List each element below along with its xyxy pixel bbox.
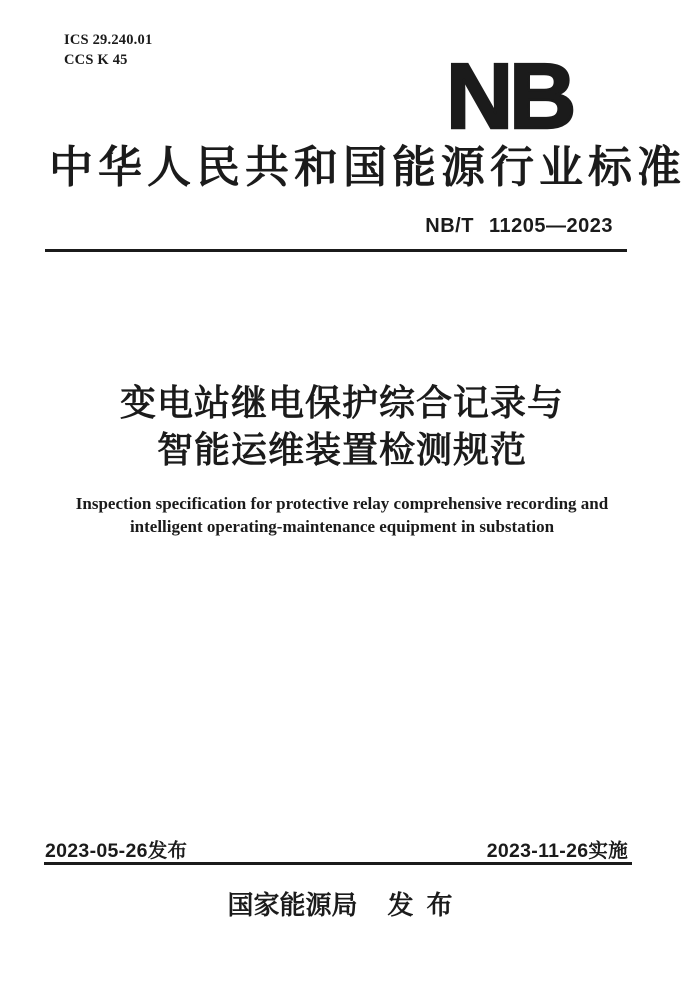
- document-title-line-2: 智能运维装置检测规范: [156, 429, 527, 470]
- ccs-code: CCS K 45: [64, 52, 128, 68]
- implement-date: 2023-11-26实施: [486, 840, 628, 862]
- classification-codes: [64, 30, 152, 70]
- issue-date: 2023-05-26发布: [45, 840, 188, 862]
- issuer-row: [45, 891, 635, 921]
- publish-label: 发布: [387, 891, 466, 920]
- standard-number: NB/T 11205—2023: [425, 215, 613, 237]
- english-title-line-1: Inspection specification for protective relay comprehensive recording and: [75, 494, 609, 513]
- english-title-line-2: intelligent operating-maintenance equipment in substation: [129, 516, 555, 536]
- standard-category-title: 中华人民共和国能源行业标准: [49, 143, 686, 192]
- issuer-name: 国家能源局: [227, 891, 358, 920]
- header-rule: [45, 249, 627, 252]
- document-title: [45, 379, 639, 473]
- ics-code: ICS 29.240.01: [64, 32, 153, 48]
- document-title-english: [30, 493, 654, 538]
- dates-row: [45, 841, 628, 862]
- nb-logo: NB: [446, 44, 573, 148]
- document-title-line-1: 变电站继电保护综合记录与: [119, 382, 564, 423]
- footer-rule: [44, 862, 632, 865]
